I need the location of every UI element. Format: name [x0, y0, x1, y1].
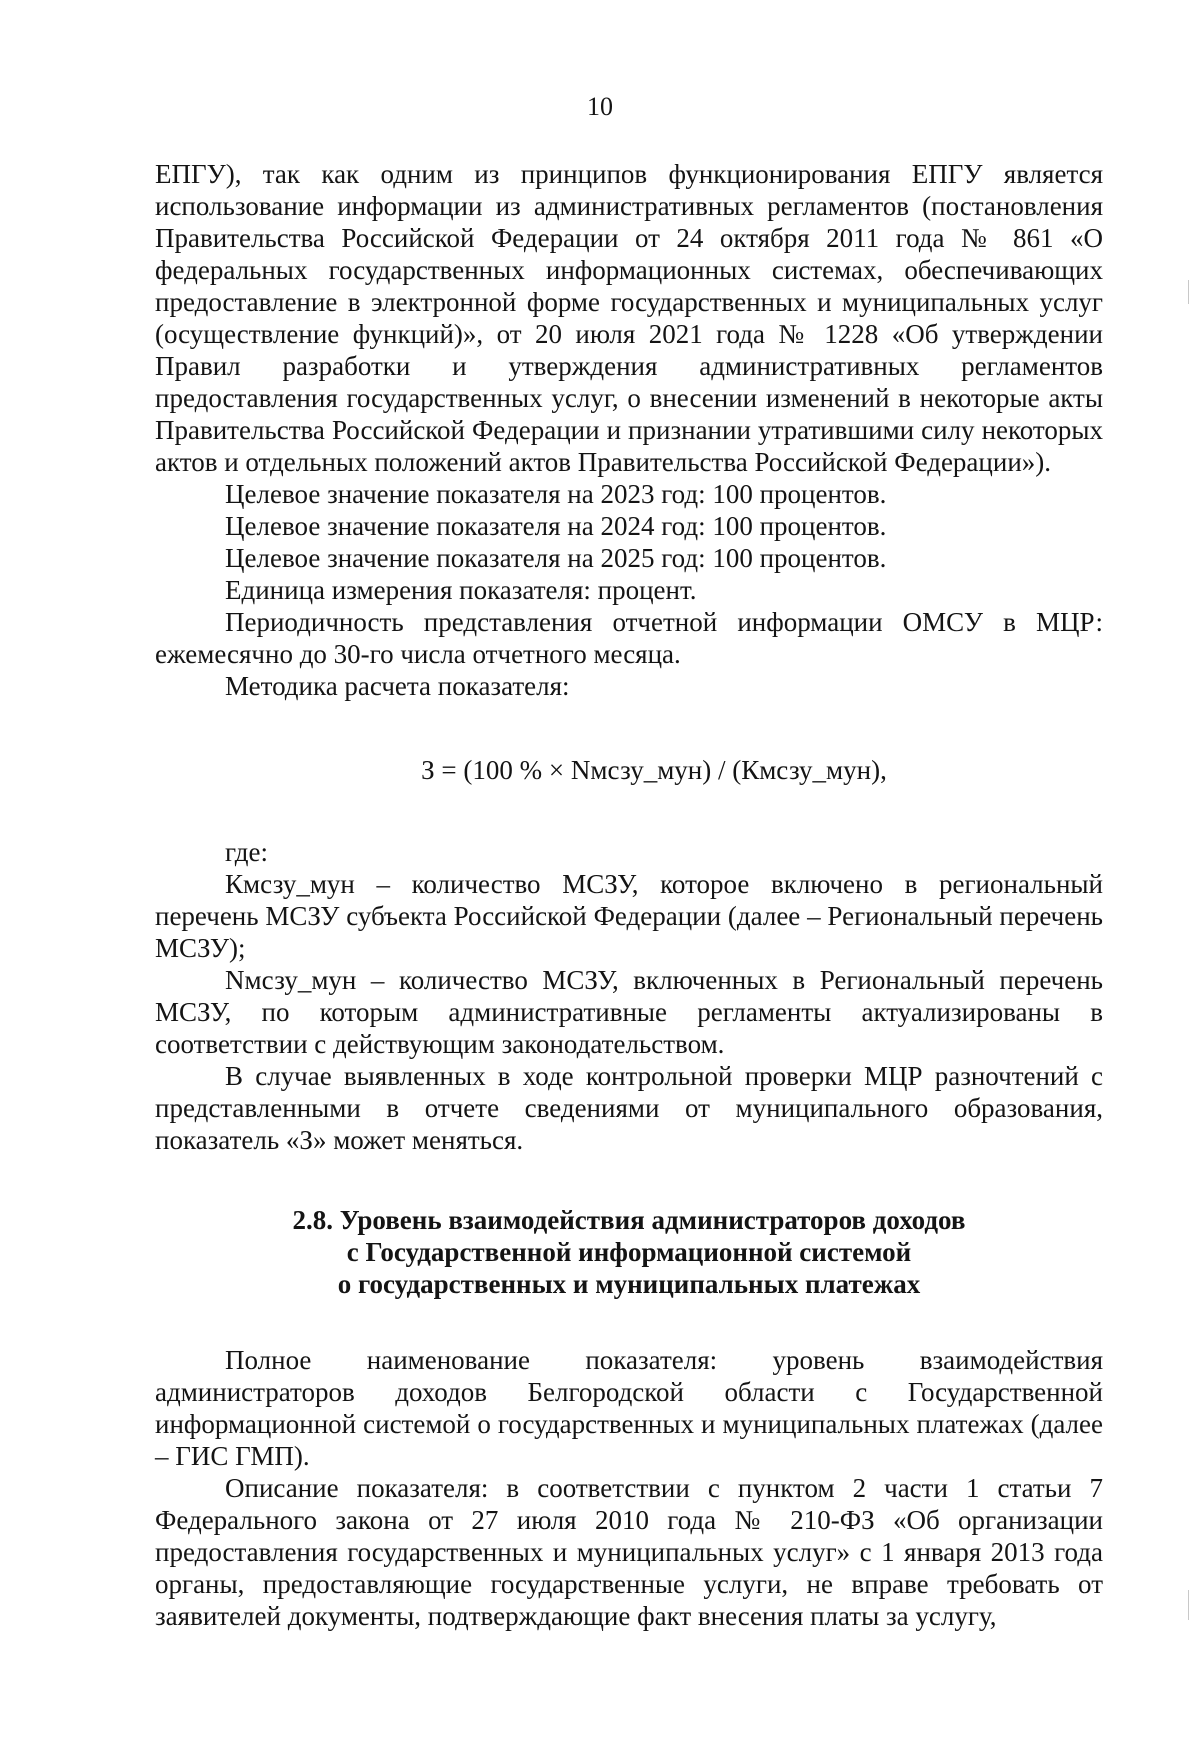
- paragraph-method-intro: Методика расчета показателя:: [225, 671, 570, 701]
- page-number: 10: [587, 92, 613, 121]
- section-heading-line-2: с Государственной информационной системой: [346, 1237, 912, 1267]
- scan-artifact-mark: [1188, 280, 1189, 304]
- paragraph-target-2023: Целевое значение показателя на 2023 год: 100 процентов.: [225, 479, 887, 509]
- paragraph-discrepancy: В случае выявленных в ходе контрольной проверки МЦР разночтений с представленными в отчете сведениями от муниципального образования, показатель «З» может меняться.: [155, 1061, 1103, 1155]
- paragraph-target-2024: Целевое значение показателя на 2024 год: 100 процентов.: [225, 511, 887, 541]
- section-heading-line-3: о государственных и муниципальных платежах: [337, 1269, 921, 1299]
- paragraph-full-name: Полное наименование показателя: уровень взаимодействия администраторов доходов Белгородской области с Государственной информационной системой о государственных и муниципальных платежах (далее – ГИС ГМП).: [155, 1345, 1103, 1471]
- section-heading: [155, 1204, 1103, 1300]
- document-body: [155, 158, 1103, 1632]
- paragraph-where: где:: [225, 837, 268, 867]
- paragraph-epgu-continuation: ЕПГУ), так как одним из принципов функционирования ЕПГУ является использование информации из административных регламентов (постановления Правительства Российской Федерации от 24 октября 2011 года № 861 «О федеральных государственных информационных системах, обеспечивающих предоставление в электронной форме государственных и муниципальных услуг (осуществление функций)», от 20 июля 2021 года № 1228 «Об утверждении Правил разработки и утверждения административных регламентов предоставления государственных услуг, о внесении изменений в некоторые акты Правительства Российской Федерации и признании утратившими силу некоторых актов и отдельных положений актов Правительства Российской Федерации»).: [155, 159, 1103, 477]
- formula: З = (100 % × Nмсзу_мун) / (Кмсзу_мун),: [421, 755, 887, 785]
- paragraph-description: Описание показателя: в соответствии с пунктом 2 части 1 статьи 7 Федерального закона от 27 июля 2010 года № 210-ФЗ «Об организации предоставления государственных и муниципальных услуг» с 1 января 2013 года органы, предоставляющие государственные услуги, не вправе требовать от заявителей документы, подтверждающие факт внесения платы за услугу,: [155, 1473, 1103, 1631]
- paragraph-unit: Единица измерения показателя: процент.: [225, 575, 697, 605]
- paragraph-k-definition: Кмсзу_мун – количество МСЗУ, которое включено в региональный перечень МСЗУ субъекта Российской Федерации (далее – Региональный перечень МСЗУ);: [155, 869, 1103, 963]
- section-heading-line-1: 2.8. Уровень взаимодействия администраторов доходов: [292, 1205, 966, 1235]
- paragraph-target-2025: Целевое значение показателя на 2025 год: 100 процентов.: [225, 543, 887, 573]
- scan-artifact-mark: [1188, 1590, 1189, 1620]
- paragraph-n-definition: Nмсзу_мун – количество МСЗУ, включенных в Региональный перечень МСЗУ, по которым административные регламенты актуализированы в соответствии с действующим законодательством.: [155, 965, 1103, 1059]
- paragraph-periodicity: Периодичность представления отчетной информации ОМСУ в МЦР: ежемесячно до 30-го числа отчетного месяца.: [155, 607, 1103, 669]
